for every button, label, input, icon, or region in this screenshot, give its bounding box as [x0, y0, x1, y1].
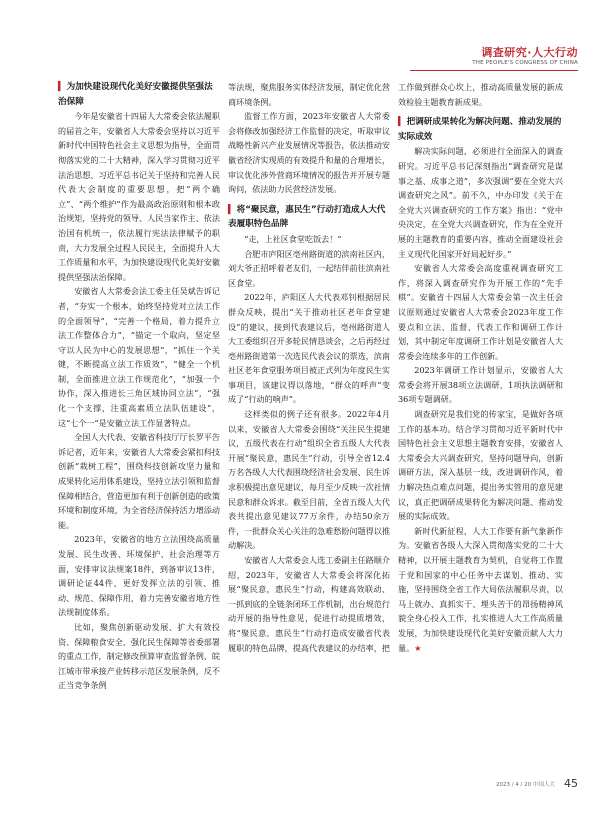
paragraph: 比如，聚焦创新驱动发展、扩大有效投资、保障粮食安全、强化民生保障等省委部署的重点工作，制定修改预算审查监督条例、皖江城市带承接产业转移示范区发展条例，反不正当竞争条例 — [58, 621, 220, 691]
article-column-2 — [228, 80, 390, 655]
section-title: 调查研究·人大行动 — [481, 46, 578, 59]
paragraph: 安徽省人大常委会法工委主任吴斌告诉记者，“夯实一个根本，始终坚持党对立法工作的全面领导”，“完善一个格局，着力提升立法工作整体合力”，“锚定一个取向，坚定坚守以人民为中心的发展思想”，“抓住一个关键，不断提高立法工作质效”，“健全一个机制，全面推进立法工作规范化”，“加强一个协作，深入推进长三角区域协同立法”，“强化一个支撑，注重高素质立法队伍建设”，这“七个一”是安徽立法工作显著特点。 — [58, 286, 220, 428]
section-heading: ▍ 把调研成果转化为解决问题、推动发展的实际成效 — [398, 117, 562, 142]
paragraph: 这样类似的例子还有很多。2022年4月以来，安徽省人大常委会围绕“关注民生提建议，五级代表在行动”组织全省五级人大代表开展“聚民意，惠民生”行动，引导全省12.4万名各级人大代表围绕经济社会发展、民生诉求积极提出意见建议，每月至少反映一次社情民意和群众诉求。截至目前，全省五级人大代表共提出意见建议77万余件，办结50余万件，一批群众关心关注的急难愁盼问题得以推动解决。 — [228, 409, 390, 551]
article-column-3 — [398, 80, 563, 656]
page-footer — [496, 773, 578, 792]
heading-bullet-icon: ▍ — [58, 82, 65, 92]
end-mark-icon: ★ — [414, 643, 422, 653]
page-number: 45 — [564, 777, 578, 790]
paragraph: “走，上社区食堂吃饭去！” — [244, 233, 342, 244]
paragraph: 安徽省人大常委会人选工委副主任路顺介绍，2023年，安徽省人大常委会将深化拓展“聚民意，惠民生”行动，构建高效联动、一抓到底的全链条闭环工作机制，出台规范行动开展的指导性意见，促进行动提质增效，将“聚民意，惠民生”行动打造成安徽省代表履职的特色品牌，提高代表建议的办结率，把 — [228, 555, 390, 653]
heading-bullet-icon: ▍ — [228, 204, 235, 215]
article-column-1 — [58, 80, 220, 693]
paragraph: 等法规，聚焦服务实体经济发展，制定优化营商环境条例。 — [228, 82, 390, 107]
magazine-name: THE PEOPLE'S CONGRESS OF CHINA — [472, 60, 578, 66]
paragraph: 解决实际问题，必须进行全面深入的调查研究。习近平总书记深刻指出“调查研究是谋事之基、成事之道”，多次强调“要在全党大兴调查研究之风”。前不久，中办印发《关于在全党大兴调查研究的工作方案》指出：“党中央决定，在全党大兴调查研究，作为在全党开展的主题教育的重要内容，推动全面建设社会主义现代化国家开好局起好步。” — [398, 146, 563, 259]
paragraph: 监督工作方面，2023年安徽省人大常委会将修改加强经济工作监督的决定，听取审议战略性新兴产业发展情况等报告，依法推动安徽省经济实现质的有效提升和量的合理增长，审议优化涉外营商环境情况的报告并开展专题询问，依法助力民营经济发展。 — [228, 111, 390, 195]
paragraph: 合肥市庐阳区亳州路街道的滨南社区内，刘大爷正招呼着老友们，一起结伴前往滨南社区食堂。 — [228, 248, 390, 288]
paragraph: 全国人大代表、安徽省科技厅厅长罗平告诉记者，近年来，安徽省人大常委会紧扣科技创新“栽树工程”，围绕科技创新攻坚力量和成果转化运用体系建设，坚持立法引领和监督保障相结合，营造更加有利于创新创造的政策环境和制度环境，为全省经济保持活力增添动能。 — [58, 432, 220, 530]
header-divider — [410, 70, 578, 71]
paragraph: 今年是安徽省十四届人大常委会依法履职的届首之年，安徽省人大常委会坚持以习近平新时代中国特色社会主义思想为指导，全面贯彻落实党的二十大精神，深入学习贯彻习近平法治思想、习近平总书记关于坚持和完善人民代表大会制度的重要思想，把“两个确立”、“两个维护”作为最高政治原则和根本政治规矩，坚持党的领导、人民当家作主、依法治国有机统一，依法履行宪法法律赋予的职责，大力发展全过程人民民主，全面提升人大工作质量和水平，为加快建设现代化美好安徽提供坚强法治保障。 — [58, 111, 220, 282]
paragraph: 2023年调研工作计划显示，安徽省人大常委会将开展38项立法调研、1项执法调研和36项专题调研。 — [398, 365, 563, 405]
heading-bullet-icon: ▍ — [398, 117, 405, 128]
paragraph: 2022年，庐阳区人大代表邓钊根据居民群众反映，提出“关于推动社区老年食堂建设”的建议，接到代表建议后，亳州路街道人大工委组织召开多轮民情恳谈会，之后再经过亳州路街道第一次选民代表会议的票选，滨南社区老年食堂服务项目被正式列为年度民生实事项目，该建议得以落地，“群众的呼声”变成了“行动的响声”。 — [228, 292, 390, 405]
paragraph: 工作做到群众心坎上，推动高质量发展的新成效检验主题教育新成果。 — [398, 82, 563, 107]
paragraph: 新时代新征程，人大工作要有新气象新作为。安徽省各级人大深入贯彻落实党的二十大精神，以开展主题教育为契机，自觉将工作置于党和国家的中心任务中去谋划、推动、实施，坚持围绕全省工作大局依法履职尽责，以马上就办、真抓实干、埋头苦干的昂扬精神风貌全身心投入工作，扎实推进人大工作高质量发展，为加快建设现代化美好安徽贡献人大力量。★ — [398, 525, 563, 653]
issue-date: 2023 / 4 / 20 中国人大 — [495, 781, 555, 788]
section-heading: ▍ 为加快建设现代化美好安徽提供坚强法治保障 — [58, 82, 213, 107]
paragraph: 2023年，安徽省的地方立法围绕高质量发展、民生改善、环境保护、社会治理等方面，安排审议法规案18件，到备审议13件，调研论证44件，更好发挥立法的引领、推动、规范、保障作用，着力完善安徽省地方性法规制度体系。 — [58, 534, 220, 618]
paragraph: 调查研究是我们党的传家宝，是做好各项工作的基本功。结合学习贯彻习近平新时代中国特色社会主义思想主题教育安排，安徽省人大常委会大兴调查研究，坚持问题导向，创新调研方法，深入基层一线，改进调研作风，着力解决热点难点问题，提出务实管用的意见建议，真正把调研成果转化为解决问题、推动发展的实际成效。 — [398, 409, 563, 522]
section-heading: ▍ 将“聚民意，惠民生”行动打造成人大代表履职特色品牌 — [228, 204, 386, 230]
paragraph: 安徽省人大常委会高度重视调查研究工作，将深入调查研究作为开展工作的“先手棋”。安徽省十四届人大常委会第一次主任会议原则通过安徽省人大常委会2023年度工作要点和立法、监督、代表工作和调研工作计划，其中制定年度调研工作计划是安徽省人大常委会连续多年的工作创新。 — [398, 263, 563, 361]
